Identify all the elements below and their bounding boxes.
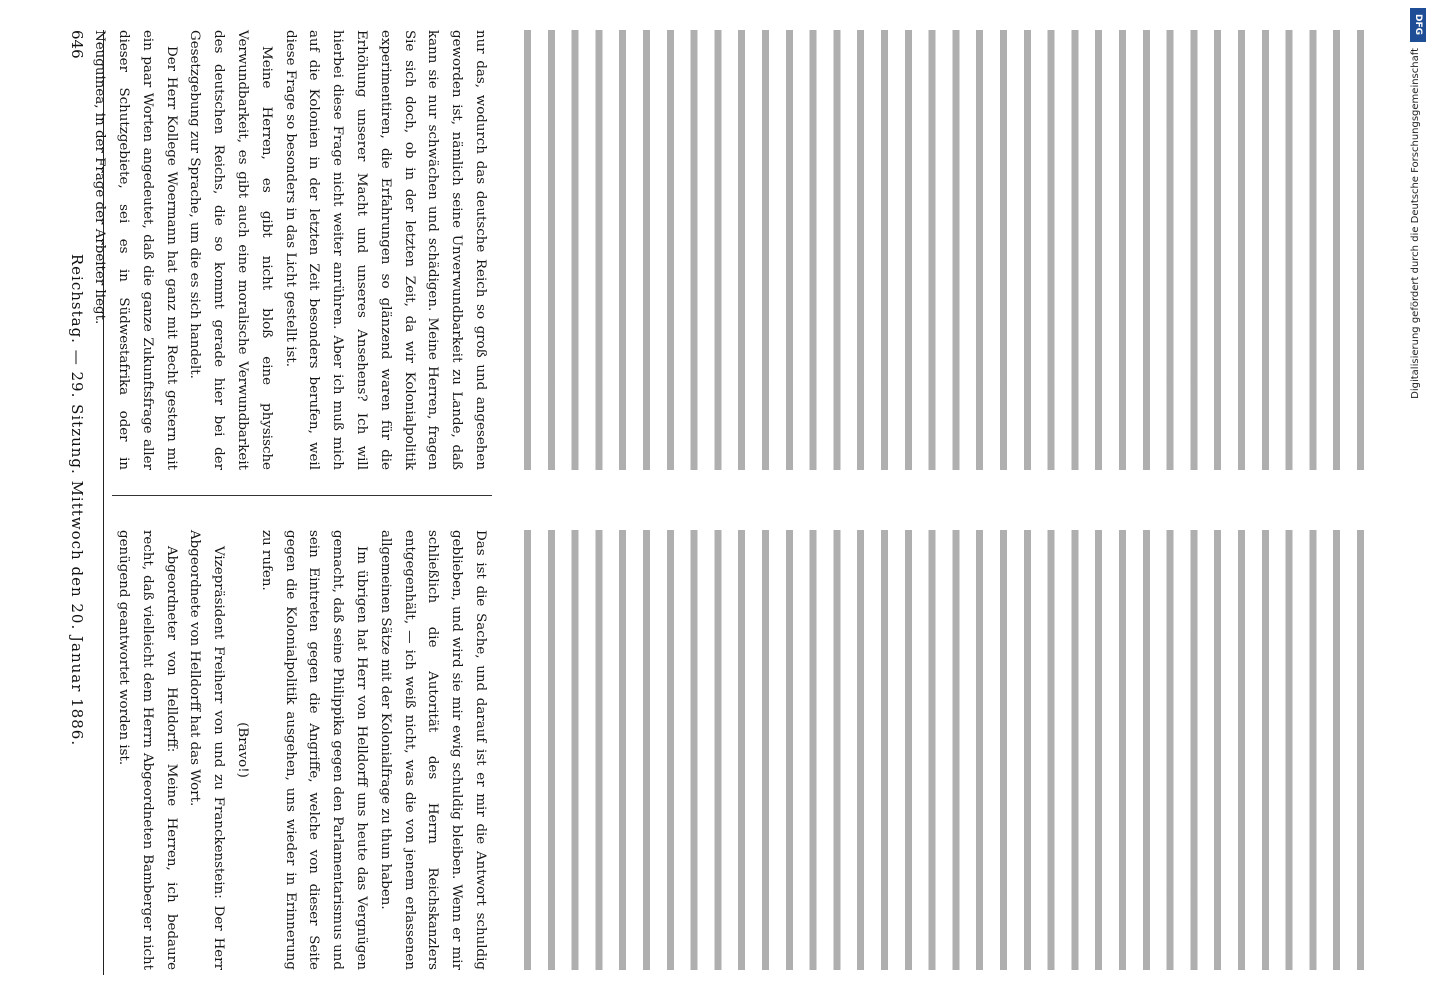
left-paragraph-2: Meine Herren, es gibt nicht bloß eine physische Verwundbarkeit, es gibt auch eine moralische Verwundbarkeit des deutschen Reichs, die so kommt gerade hier bei der Gesetzgebung zur Sprache, um die es sich handelt. <box>187 30 274 470</box>
dfg-logo: DFG <box>1410 8 1426 42</box>
header-rule <box>103 30 104 975</box>
running-header <box>60 30 92 975</box>
digitization-credit <box>1408 8 1428 608</box>
right-paragraph-1: Das ist die Sache, und darauf ist er mir die Antwort schuldig geblieben, und wird sie mir ewig schuldig bleiben. Wenn er mir schließlich die Autorität des Herrn Reichskanzlers entgegenhält, — ich weiß nicht, was die von jenem erlassenen allgemeinen Sätze mit der Kolonialfrage zu thun haben. <box>377 530 488 970</box>
right-paragraph-5: Abgeordneter von Helldorff: Meine Herren, ich bedaure recht, daß vielleicht dem Herrn Abgeordneten Bamberger nicht genügend geantwortet worden ist. <box>116 530 179 970</box>
right-column <box>112 530 492 970</box>
left-column-upper-text-block <box>512 30 1372 470</box>
left-column <box>92 30 492 470</box>
session-title: Reichstag. — 29. Sitzung. Mittwoch den 20. Januar 1886. <box>68 253 86 747</box>
page-number: 646 <box>68 30 86 59</box>
left-paragraph-1: nur das, wodurch das deutsche Reich so groß und angesehen geworden ist, nämlich seine Unverwundbarkeit zu Lande, daß kann sie nur schwächen und schädigen. Meine Herren, fragen Sie sich doch, ob in der letzten Zeit, da wir Kolonialpolitik experimentiren, die Erfahrungen so glänzend waren für die Erhöhung unserer Macht und unseres Ansehens? Ich will hierbei diese Frage nicht weiter anrühren. Aber ich muß mich auf die Kolonien in der letzten Zeit besonders berufen, weil diese Frage so besonders in das Licht gestellt ist. <box>282 30 488 470</box>
right-column-upper-text-block <box>512 530 1372 970</box>
column-divider <box>112 495 492 496</box>
digitization-note: Digitalisierung gefördert durch die Deutsche Forschungsgemeinschaft <box>1410 48 1421 399</box>
applause-note: (Bravo!) <box>235 722 251 778</box>
right-paragraph-2: Im übrigen hat Herr von Helldorff uns heute das Vergnügen gemacht, daß seine Philippika gegen den Parlamentarismus und sein Eintreten gegen die Angriffe, welche von dieser Seite gegen die Kolonialpolitik ausgehen, uns wieder in Erinnerung zu rufen. <box>258 530 370 970</box>
speaker-announcement: Vizepräsident Freiherr von und zu Franckenstein: Der Herr Abgeordnete von Helldorff hat das Wort. <box>187 530 227 970</box>
left-paragraph-3: Der Herr Kollege Woermann hat ganz mit Recht gestern mit ein paar Worten angedeutet, daß die ganze Zukunftsfrage aller dieser Schutzgebiete, sei es in Südwestafrika oder in Neuguinea, in der Frage der Arbeiter liegt. <box>92 30 179 470</box>
